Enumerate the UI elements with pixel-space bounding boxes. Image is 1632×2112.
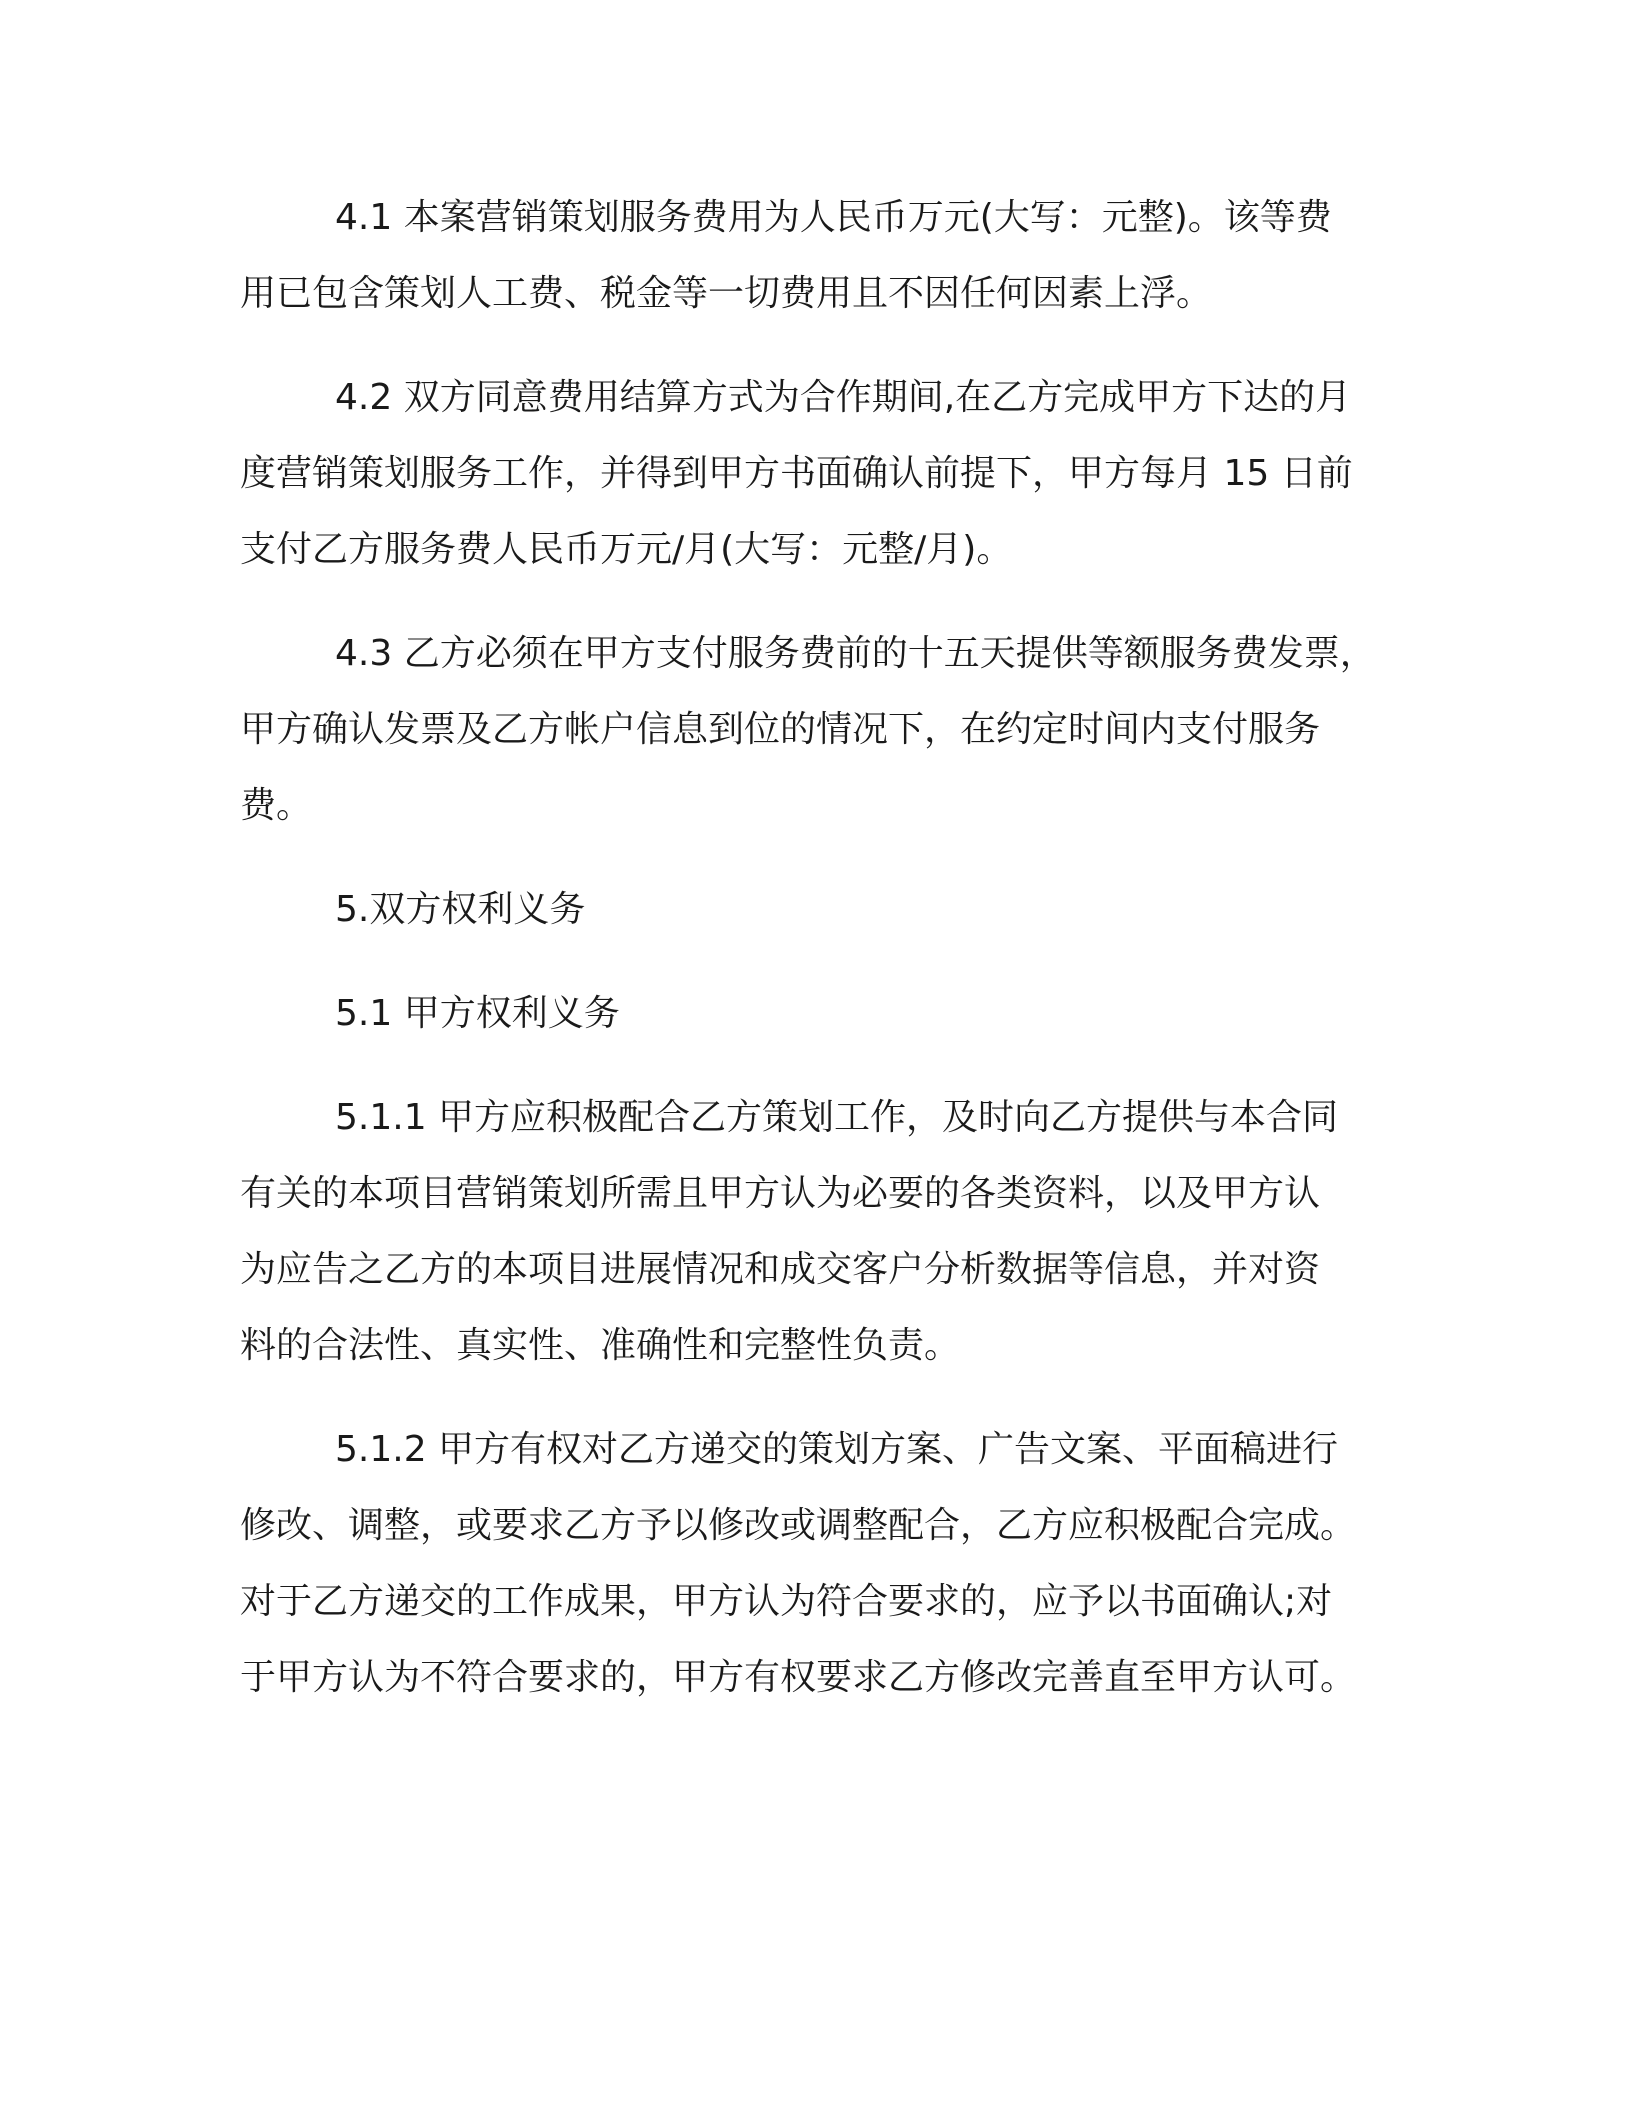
section-5-heading: 5.双方权利义务 xyxy=(335,889,586,930)
clause-5-1-1-line-2: 有关的本项目营销策划所需且甲方认为必要的各类资料，以及甲方认 xyxy=(240,1173,1321,1214)
clause-5-1-2-line-1: 5.1.2 甲方有权对乙方递交的策划方案、广告文案、平面稿进行 xyxy=(335,1429,1339,1470)
clause-5-1-1-line-1: 5.1.1 甲方应积极配合乙方策划工作，及时向乙方提供与本合同 xyxy=(335,1097,1339,1138)
clause-5-1-2-line-3: 对于乙方递交的工作成果，甲方认为符合要求的，应予以书面确认;对 xyxy=(240,1581,1333,1622)
clause-5-1-1-line-4: 料的合法性、真实性、准确性和完整性负责。 xyxy=(240,1325,961,1366)
clause-4-2-line-3: 支付乙方服务费人民币万元/月(大写：元整/月)。 xyxy=(240,529,1013,570)
clause-4-3-line-2: 甲方确认发票及乙方帐户信息到位的情况下，在约定时间内支付服务 xyxy=(240,709,1321,750)
clause-5-1-2-line-4: 于甲方认为不符合要求的，甲方有权要求乙方修改完善直至甲方认可。 xyxy=(240,1657,1357,1698)
clause-5-1-2-line-2: 修改、调整，或要求乙方予以修改或调整配合，乙方应积极配合完成。 xyxy=(240,1505,1357,1546)
clause-4-1-line-1: 4.1 本案营销策划服务费用为人民币万元(大写：元整)。该等费 xyxy=(335,197,1332,238)
clause-4-1-line-2: 用已包含策划人工费、税金等一切费用且不因任何因素上浮。 xyxy=(240,273,1213,314)
section-5-1-heading: 5.1 甲方权利义务 xyxy=(335,993,620,1034)
clause-4-2-line-1: 4.2 双方同意费用结算方式为合作期间,在乙方完成甲方下达的月 xyxy=(335,377,1352,418)
clause-5-1-1-line-3: 为应告之乙方的本项目进展情况和成交客户分析数据等信息，并对资 xyxy=(240,1249,1321,1290)
clause-4-3-line-1: 4.3 乙方必须在甲方支付服务费前的十五天提供等额服务费发票， xyxy=(335,633,1376,674)
clause-4-2-line-2: 度营销策划服务工作，并得到甲方书面确认前提下，甲方每月 15 日前 xyxy=(240,453,1353,494)
clause-4-3-line-3: 费。 xyxy=(240,785,313,826)
